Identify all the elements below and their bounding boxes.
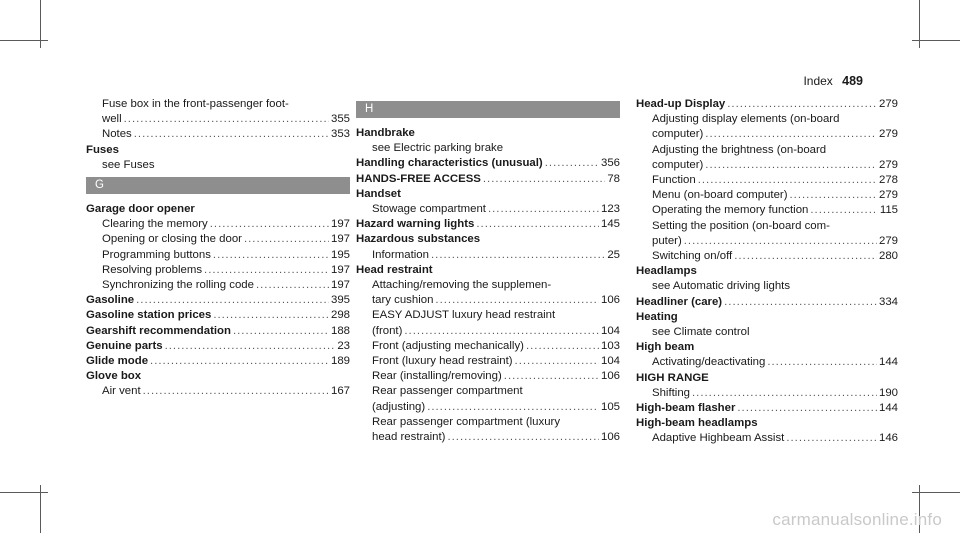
index-subentry [356,339,620,354]
entry-label: Head restraint [356,263,433,276]
entry-page-number: 189 [330,355,350,368]
index-subentry [636,325,898,340]
entry-page-number: 188 [330,324,350,337]
entry-label: see Climate control [652,326,750,339]
index-subentry [636,112,898,127]
index-subentry [86,263,350,278]
dot-leader [786,431,877,446]
entry-label: Front (luxury head restraint) [372,355,513,368]
entry-label: Menu (on-board computer) [652,189,788,202]
index-subentry [86,217,350,232]
dot-leader [134,127,329,142]
crop-mark [912,40,960,41]
entry-label: Handbrake [356,127,415,139]
dot-leader [737,401,877,416]
entry-page-number: 146 [878,432,898,445]
dot-leader [476,217,599,232]
entry-page-number: 395 [330,294,350,307]
index-subentry [636,355,898,370]
entry-label: Resolving problems [102,263,203,276]
entry-page-number: 103 [600,339,620,352]
dot-leader [515,354,599,369]
index-subentry [356,324,620,339]
entry-page-number: 280 [878,250,898,263]
entry-label: Activating/deactivating [652,356,766,369]
entry-page-number: 197 [330,263,350,276]
index-subentry [356,202,620,217]
entry-label: Heating [636,310,678,323]
index-subentry [636,234,898,249]
index-subentry [636,143,898,158]
index-subentry [356,430,620,445]
index-subentry [356,384,620,399]
index-entry [636,310,898,325]
entry-label: see Electric parking brake [372,142,504,155]
entry-page-number: 197 [330,279,350,292]
entry-label: HANDS-FREE ACCESS [356,172,481,185]
dot-leader [213,308,329,323]
entry-label: Adaptive Highbeam Assist [652,432,785,445]
index-subentry [356,308,620,323]
entry-page-number: 104 [600,324,620,337]
entry-label: Rear (installing/removing) [372,370,502,383]
entry-label: High beam [636,341,695,354]
entry-page-number: 279 [878,128,898,141]
entry-page-number: 197 [330,233,350,246]
index-entry [636,416,898,431]
entry-label: Glove box [86,370,142,383]
entry-label: Rear passenger compartment (luxury [372,415,561,428]
index-subentry [86,97,350,112]
entry-label: High-beam headlamps [636,417,758,430]
dot-leader [204,263,329,278]
dot-leader [734,249,877,264]
dot-leader [431,248,605,263]
dot-leader [504,369,599,384]
entry-page-number: 145 [600,218,620,231]
entry-label: Adjusting the brightness (on-board [652,143,827,156]
index-subentry [86,248,350,263]
dot-leader [136,293,329,308]
entry-page-number: 106 [600,370,620,383]
entry-label: Attaching/removing the supplemen- [372,279,552,292]
entry-page-number: 144 [878,402,898,415]
dot-leader [143,384,329,399]
entry-page-number: 197 [330,218,350,231]
entry-label: Air vent [102,385,141,398]
crop-mark [912,492,960,493]
dot-leader [488,202,599,217]
dot-leader [727,97,877,112]
dot-leader [256,278,329,293]
index-entry [636,97,898,112]
crop-mark [0,40,48,41]
page-number: 489 [842,74,863,88]
entry-label: Shifting [652,386,690,399]
entry-page-number: 279 [878,98,898,110]
index-subentry [86,112,350,127]
dot-leader [545,156,599,171]
entry-page-number: 25 [607,248,620,261]
entry-label: see Automatic driving lights [652,280,791,293]
index-entry [86,369,350,384]
index-entry [636,371,898,386]
entry-page-number: 144 [878,356,898,369]
index-column-2 [356,97,620,445]
index-entry [356,232,620,247]
entry-page-number: 106 [600,294,620,307]
index-entry [86,339,350,354]
index-entry [86,308,350,323]
entry-label: Glide mode [86,355,149,368]
index-entry [86,293,350,308]
entry-page-number: 334 [878,295,898,308]
dot-leader [692,386,877,401]
index-entry [356,126,620,141]
entry-label: Rear passenger compartment [372,385,523,398]
index-entry [636,295,898,310]
index-subentry [636,127,898,142]
index-subentry [356,415,620,430]
index-subentry [356,141,620,156]
section-letter-bar [86,177,350,194]
index-subentry [636,249,898,264]
dot-leader [767,355,877,370]
entry-page-number: 279 [878,189,898,202]
entry-label: Notes [102,128,132,141]
entry-label: Opening or closing the door [102,233,242,246]
dot-leader [213,248,329,263]
index-subentry [636,173,898,188]
watermark: carmanualsonline.info [772,510,942,529]
index-subentry [636,158,898,173]
page-header [803,74,863,88]
entry-label: Front (adjusting mechanically) [372,339,524,352]
entry-label: Setting the position (on-board com- [652,219,830,232]
index-subentry [636,279,898,294]
dot-leader [483,172,605,187]
entry-label: HIGH RANGE [636,371,709,384]
dot-leader [684,234,877,249]
index-subentry [636,188,898,203]
dot-leader [150,354,329,369]
entry-page-number: 190 [878,386,898,399]
index-subentry [86,232,350,247]
entry-label: High-beam flasher [636,402,736,415]
dot-leader [698,173,877,188]
entry-page-number: 123 [600,203,620,216]
index-subentry [86,384,350,399]
entry-label: Switching on/off [652,250,733,263]
entry-page-number: 356 [600,157,620,170]
entry-page-number: 106 [600,431,620,444]
entry-label: Clearing the memory [102,218,208,231]
index-subentry [86,278,350,293]
entry-label: head restraint) [372,431,446,444]
dot-leader [233,324,329,339]
index-entry [86,354,350,369]
entry-label: Gasoline station prices [86,309,212,322]
entry-page-number: 278 [878,174,898,187]
index-subentry [636,203,898,218]
index-subentry [356,278,620,293]
index-subentry [356,293,620,308]
index-subentry [356,400,620,415]
dot-leader [435,293,599,308]
section-letter: H [365,103,374,115]
entry-label: Fuse box in the front-passenger foot- [102,98,289,110]
entry-label: EASY ADJUST luxury head restraint [372,309,556,322]
index-entry [356,263,620,278]
entry-label: Synchronizing the rolling code [102,279,254,292]
index-entry [86,324,350,339]
entry-page-number: 298 [330,309,350,322]
section-letter-bar [356,101,620,118]
index-entry [86,202,350,217]
index-subentry [86,158,350,173]
dot-leader [810,203,877,218]
dot-leader [705,127,877,142]
dot-leader [526,339,599,354]
entry-label: Gearshift recommendation [86,324,231,337]
index-entry [636,340,898,355]
index-column-1 [86,97,350,400]
entry-page-number: 104 [600,355,620,368]
entry-label: well [102,113,122,126]
entry-page-number: 115 [879,204,898,217]
index-entry [356,172,620,187]
entry-label: puter) [652,234,682,247]
index-entry [636,264,898,279]
index-subentry [636,386,898,401]
entry-page-number: 353 [330,128,350,141]
dot-leader [404,324,599,339]
entry-label: computer) [652,128,704,141]
entry-label: Hazard warning lights [356,218,475,231]
entry-label: Information [372,248,429,261]
section-name: Index [803,74,833,88]
dot-leader [447,430,599,445]
crop-mark [0,492,48,493]
dot-leader [210,217,329,232]
section-letter: G [95,179,104,192]
dot-leader [705,158,877,173]
entry-label: Headliner (care) [636,295,723,308]
entry-label: tary cushion [372,294,434,307]
entry-label: Handset [356,187,401,200]
entry-page-number: 279 [878,234,898,247]
entry-label: Headlamps [636,265,697,278]
entry-label: Programming buttons [102,248,211,261]
dot-leader [244,232,329,247]
entry-label: (adjusting) [372,400,426,413]
dot-leader [724,295,877,310]
index-subentry [356,369,620,384]
entry-page-number: 195 [330,248,350,261]
dot-leader [427,400,599,415]
entry-page-number: 105 [600,400,620,413]
entry-label: Garage door opener [86,203,195,216]
entry-label: Genuine parts [86,339,163,352]
entry-label: Handling characteristics (unusual) [356,157,543,170]
entry-page-number: 279 [878,158,898,171]
entry-label: Operating the memory function [652,204,809,217]
entry-page-number: 78 [607,172,620,185]
index-entry [86,143,350,158]
entry-label: Gasoline [86,294,135,307]
entry-label: computer) [652,158,704,171]
entry-label: Hazardous substances [356,233,481,246]
entry-page-number: 355 [330,113,350,126]
entry-label: Fuses [86,143,119,156]
entry-label: Function [652,174,696,187]
index-column-3 [636,97,898,447]
index-subentry [86,127,350,142]
entry-label: (front) [372,324,403,337]
index-entry [356,156,620,171]
index-subentry [356,354,620,369]
entry-label: Stowage compartment [372,203,486,216]
index-subentry [636,431,898,446]
index-entry [356,217,620,232]
index-entry [356,187,620,202]
dot-leader [165,339,336,354]
entry-label: see Fuses [102,158,155,171]
entry-page-number: 167 [330,385,350,398]
index-subentry [636,219,898,234]
index-entry [636,401,898,416]
entry-label: Head-up Display [636,98,726,110]
entry-page-number: 23 [337,339,350,352]
dot-leader [124,112,329,127]
entry-label: Adjusting display elements (on-board [652,113,840,126]
dot-leader [790,188,877,203]
index-subentry [356,248,620,263]
